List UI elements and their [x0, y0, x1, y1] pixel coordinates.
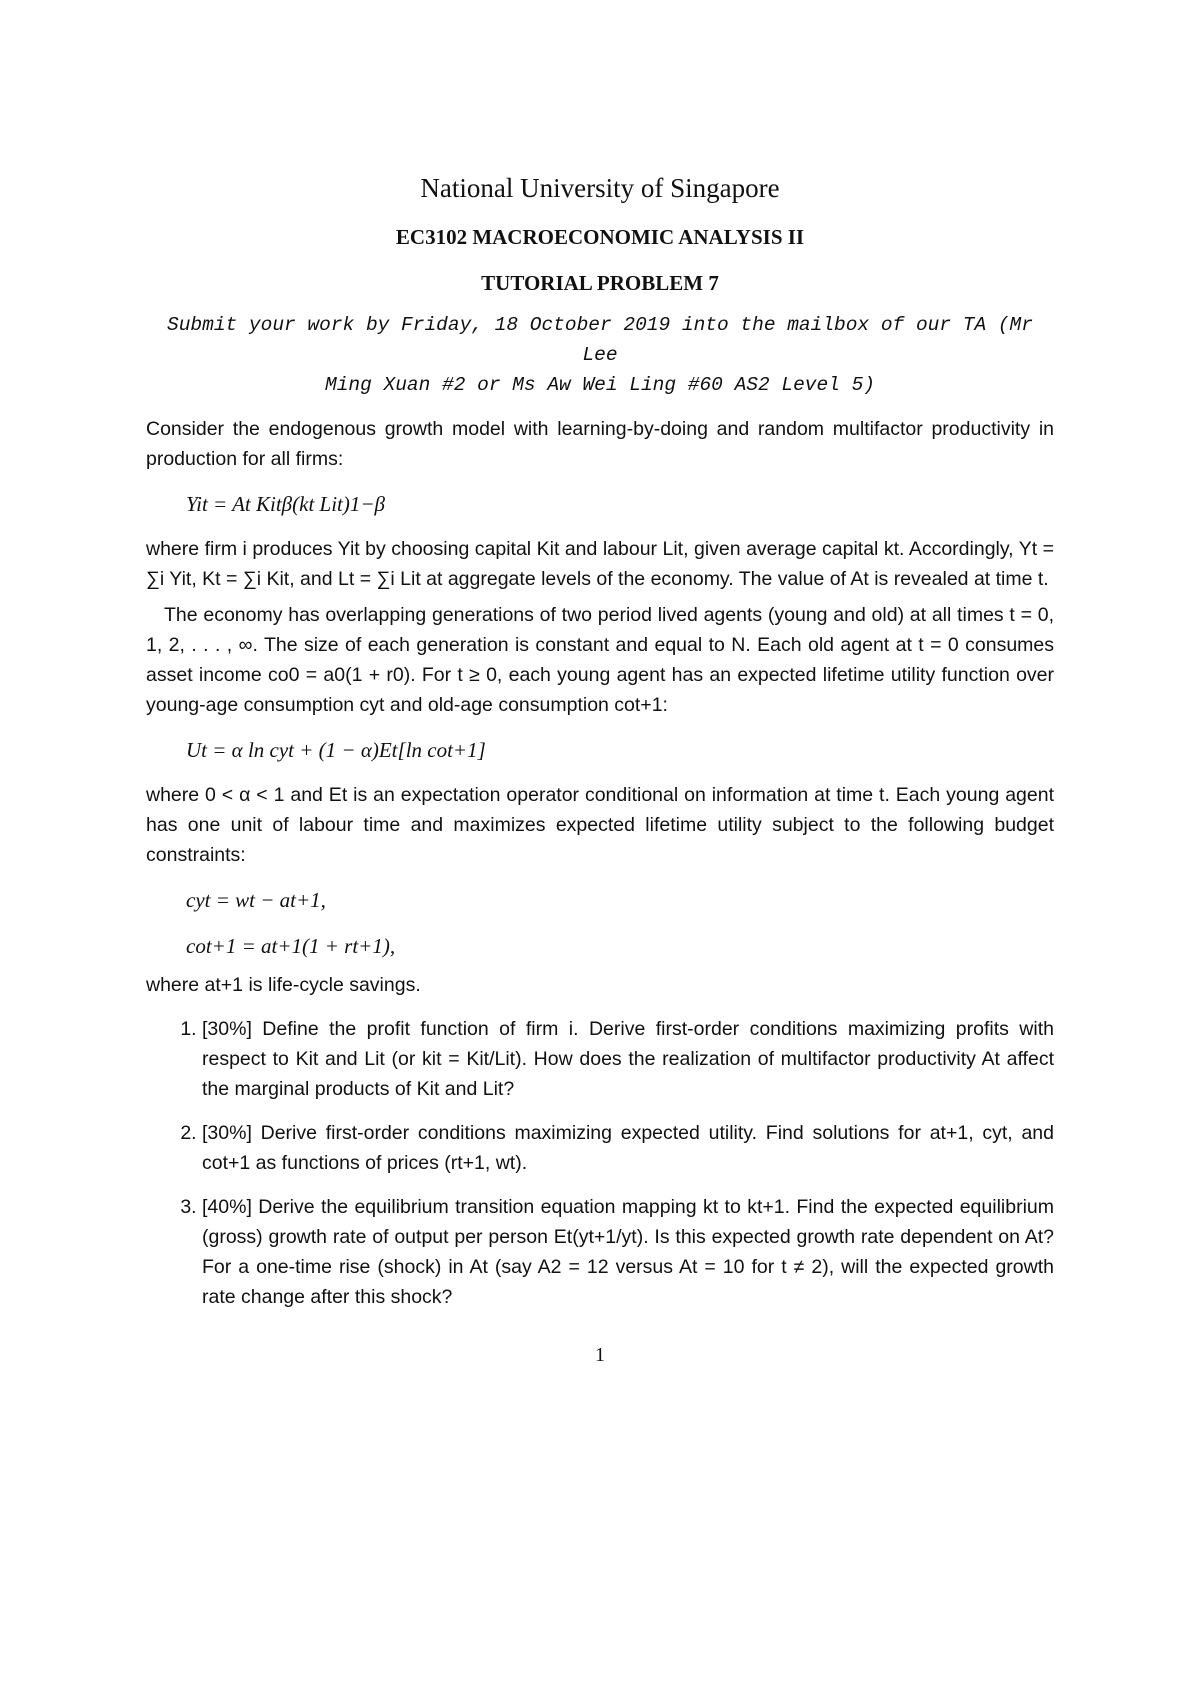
- document-page: [146, 168, 1054, 1326]
- university-title: National University of Singapore: [420, 173, 780, 203]
- submission-instructions: [146, 310, 1054, 400]
- course-title: EC3102 MACROECONOMIC ANALYSIS II: [395, 225, 805, 249]
- submission-line-1: Submit your work by Friday, 18 October 2019 into the mailbox of our TA (Mr Lee: [167, 314, 1033, 366]
- question-item: 1. [30%] Define the profit function of firm i. Derive first-order conditions maximizing profits with respect to Kit and Lit (or kit = Kit/Lit). How does the realization of multifactor productivity At affect the marginal products of Kit and Lit?: [202, 1014, 1054, 1104]
- submission-line-2: Ming Xuan #2 or Ms Aw Wei Ling #60 AS2 Level 5): [325, 374, 875, 396]
- tutorial-title: TUTORIAL PROBLEM 7: [481, 271, 719, 295]
- question-list: [146, 1014, 1054, 1312]
- question-item: 2. [30%] Derive first-order conditions maximizing expected utility. Find solutions for at+1, cyt, and cot+1 as functions of prices (rt+1, wt).: [202, 1118, 1054, 1178]
- savings-paragraph: where at+1 is life-cycle savings.: [146, 974, 421, 996]
- economy-paragraph: The economy has overlapping generations of two period lived agents (young and old) at all times t = 0, 1, 2, . . . , ∞. The size of each generation is constant and equal to N. Each old agent at t = 0 consumes asset income co0 = a0(1 + r0). For t ≥ 0, each young agent has an expected lifetime utility function over young-age consumption cyt and old-age consumption cot+1:: [146, 604, 1054, 716]
- utility-paragraph: where 0 < α < 1 and Et is an expectation operator conditional on information at time t. Each young agent has one unit of labour time and maximizes expected lifetime utility subject to the following budget constraints:: [146, 784, 1054, 866]
- production-equation: Yit = At Kitβ(kt Lit)1−β: [186, 492, 385, 516]
- intro-paragraph: Consider the endogenous growth model with learning-by-doing and random multifactor productivity in production for all firms:: [146, 418, 1054, 470]
- budget-equation-1: cyt = wt − at+1,: [186, 888, 326, 912]
- question-item: 3. [40%] Derive the equilibrium transition equation mapping kt to kt+1. Find the expected equilibrium (gross) growth rate of output per person Et(yt+1/yt). Is this expected growth rate dependent on At? For a one-time rise (shock) in At (say A2 = 12 versus At = 10 for t ≠ 2), will the expected growth rate change after this shock?: [202, 1192, 1054, 1312]
- firm-paragraph: where firm i produces Yit by choosing capital Kit and labour Lit, given average capital kt. Accordingly, Yt = ∑i Yit, Kt = ∑i Kit, and Lt = ∑i Lit at aggregate levels of the economy. The value of At is revealed at time t.: [146, 538, 1054, 590]
- utility-equation: Ut = α ln cyt + (1 − α)Et[ln cot+1]: [186, 738, 486, 762]
- page-number: 1: [595, 1344, 605, 1366]
- budget-equation-2: cot+1 = at+1(1 + rt+1),: [186, 934, 396, 958]
